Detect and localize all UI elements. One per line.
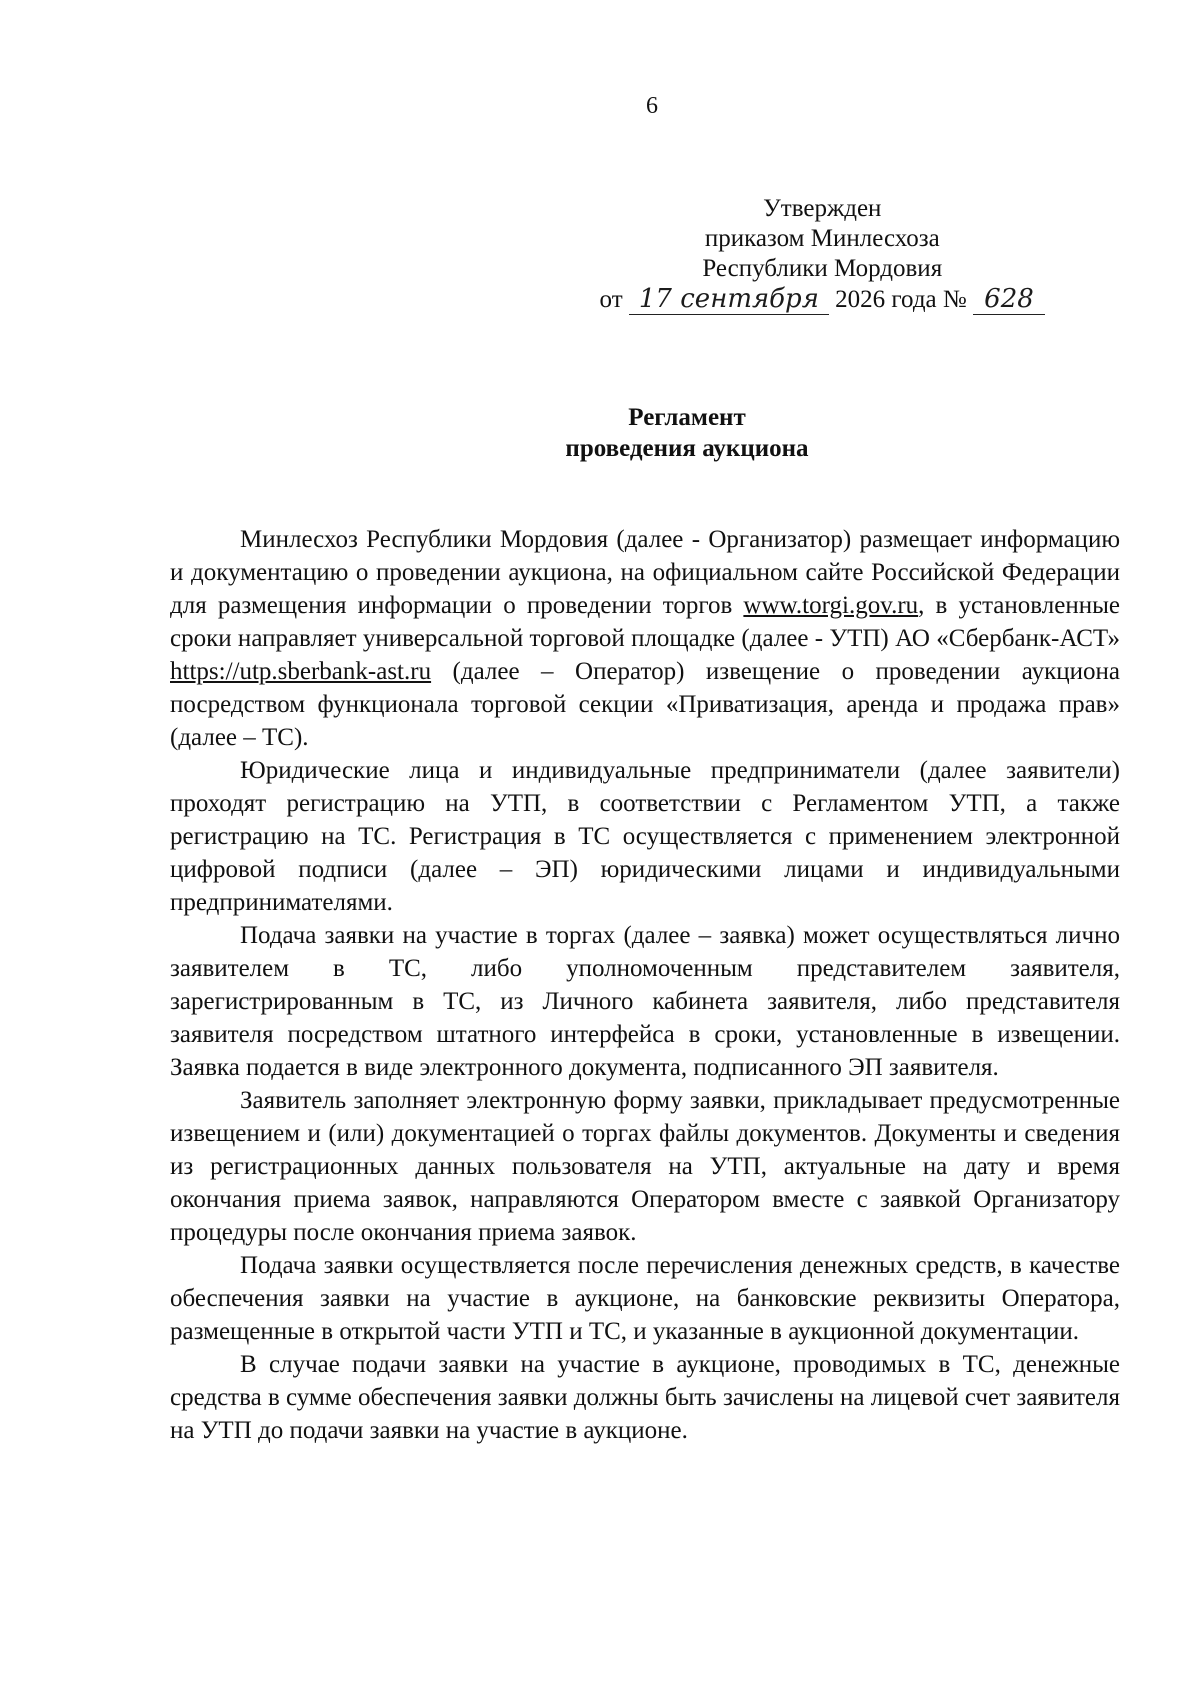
paragraph-1-part-3: (далее – Оператор) извещение о проведении аукциона посредством функционала торговой секции «Приватизация, аренда и продажа прав» (далее – ТС). <box>170 658 1120 751</box>
title-line-2: проведения аукциона <box>565 435 809 462</box>
paragraph-funds-credit: В случае подачи заявки на участие в аукционе, проводимых в ТС, денежные средства в сумме обеспечения заявки должны быть зачислены на лицевой счет заявителя на УТП до подачи заявки на участие в аукционе. <box>170 1351 1120 1444</box>
paragraph-1-part-2: , в установленные сроки направляет универсальной торговой площадке (далее - УТП) АО «Сбербанк-АСТ» <box>170 592 1120 652</box>
approval-line-approved: Утвержден <box>763 195 882 222</box>
page-number: 6 <box>646 93 658 119</box>
paragraph-application-submission: Подача заявки на участие в торгах (далее – заявка) может осуществляться лично заявителем в ТС, либо уполномоченным представителем заявителя, зарегистрированным в ТС, из Личного кабинета заявителя, либо представителя заявителя посредством штатного интерфейса в сроки, установленные в извещении. Заявка подается в виде электронного документа, подписанного ЭП заявителя. <box>170 922 1120 1081</box>
approval-line-republic: Республики Мордовия <box>702 255 943 282</box>
approval-from-prefix: от <box>599 286 623 313</box>
document-title <box>0 402 1200 464</box>
paragraph-registration: Юридические лица и индивидуальные предприниматели (далее заявители) проходят регистрацию на УТП, в соответствии с Регламентом УТП, а также регистрацию на ТС. Регистрация в ТС осуществляется с применением электронной цифровой подписи (далее – ЭП) юридическими лицами и индивидуальными предпринимателями. <box>170 757 1120 916</box>
approval-date-row <box>600 284 1045 315</box>
title-line-1: Регламент <box>628 404 746 431</box>
torgi-link[interactable]: www.torgi.gov.ru <box>743 592 919 619</box>
paragraph-application-form: Заявитель заполняет электронную форму заявки, прикладывает предусмотренные извещением и (или) документацией о торгах файлы документов. Документы и сведения из регистрационных данных пользователя на УТП, актуальные на дату и время окончания приема заявок, направляются Оператором вместе с заявкой Организатору процедуры после окончания приема заявок. <box>170 1087 1120 1246</box>
handwritten-order-number: 628 <box>973 284 1045 315</box>
paragraph-organizer <box>170 523 1120 754</box>
paragraph-deposit: Подача заявки осуществляется после перечисления денежных средств, в качестве обеспечения заявки на участие в аукционе, на банковские реквизиты Оператора, размещенные в открытой части УТП и ТС, и указанные в аукционной документации. <box>170 1252 1120 1345</box>
paragraph-1-part-1: Минлесхоз Республики Мордовия (далее - Организатор) размещает информацию и документацию о проведении аукциона, на официальном сайте Российской Федерации для размещения информации о проведении торгов <box>170 526 1120 619</box>
approval-year-text: 2026 года № <box>835 286 967 313</box>
approval-line-order: приказом Минлесхоза <box>704 225 940 252</box>
approval-block <box>600 194 1045 315</box>
document-body <box>170 523 1120 1447</box>
handwritten-date: 17 сентября <box>629 284 829 315</box>
sberbank-ast-link[interactable]: https://utp.sberbank-ast.ru <box>170 658 432 685</box>
